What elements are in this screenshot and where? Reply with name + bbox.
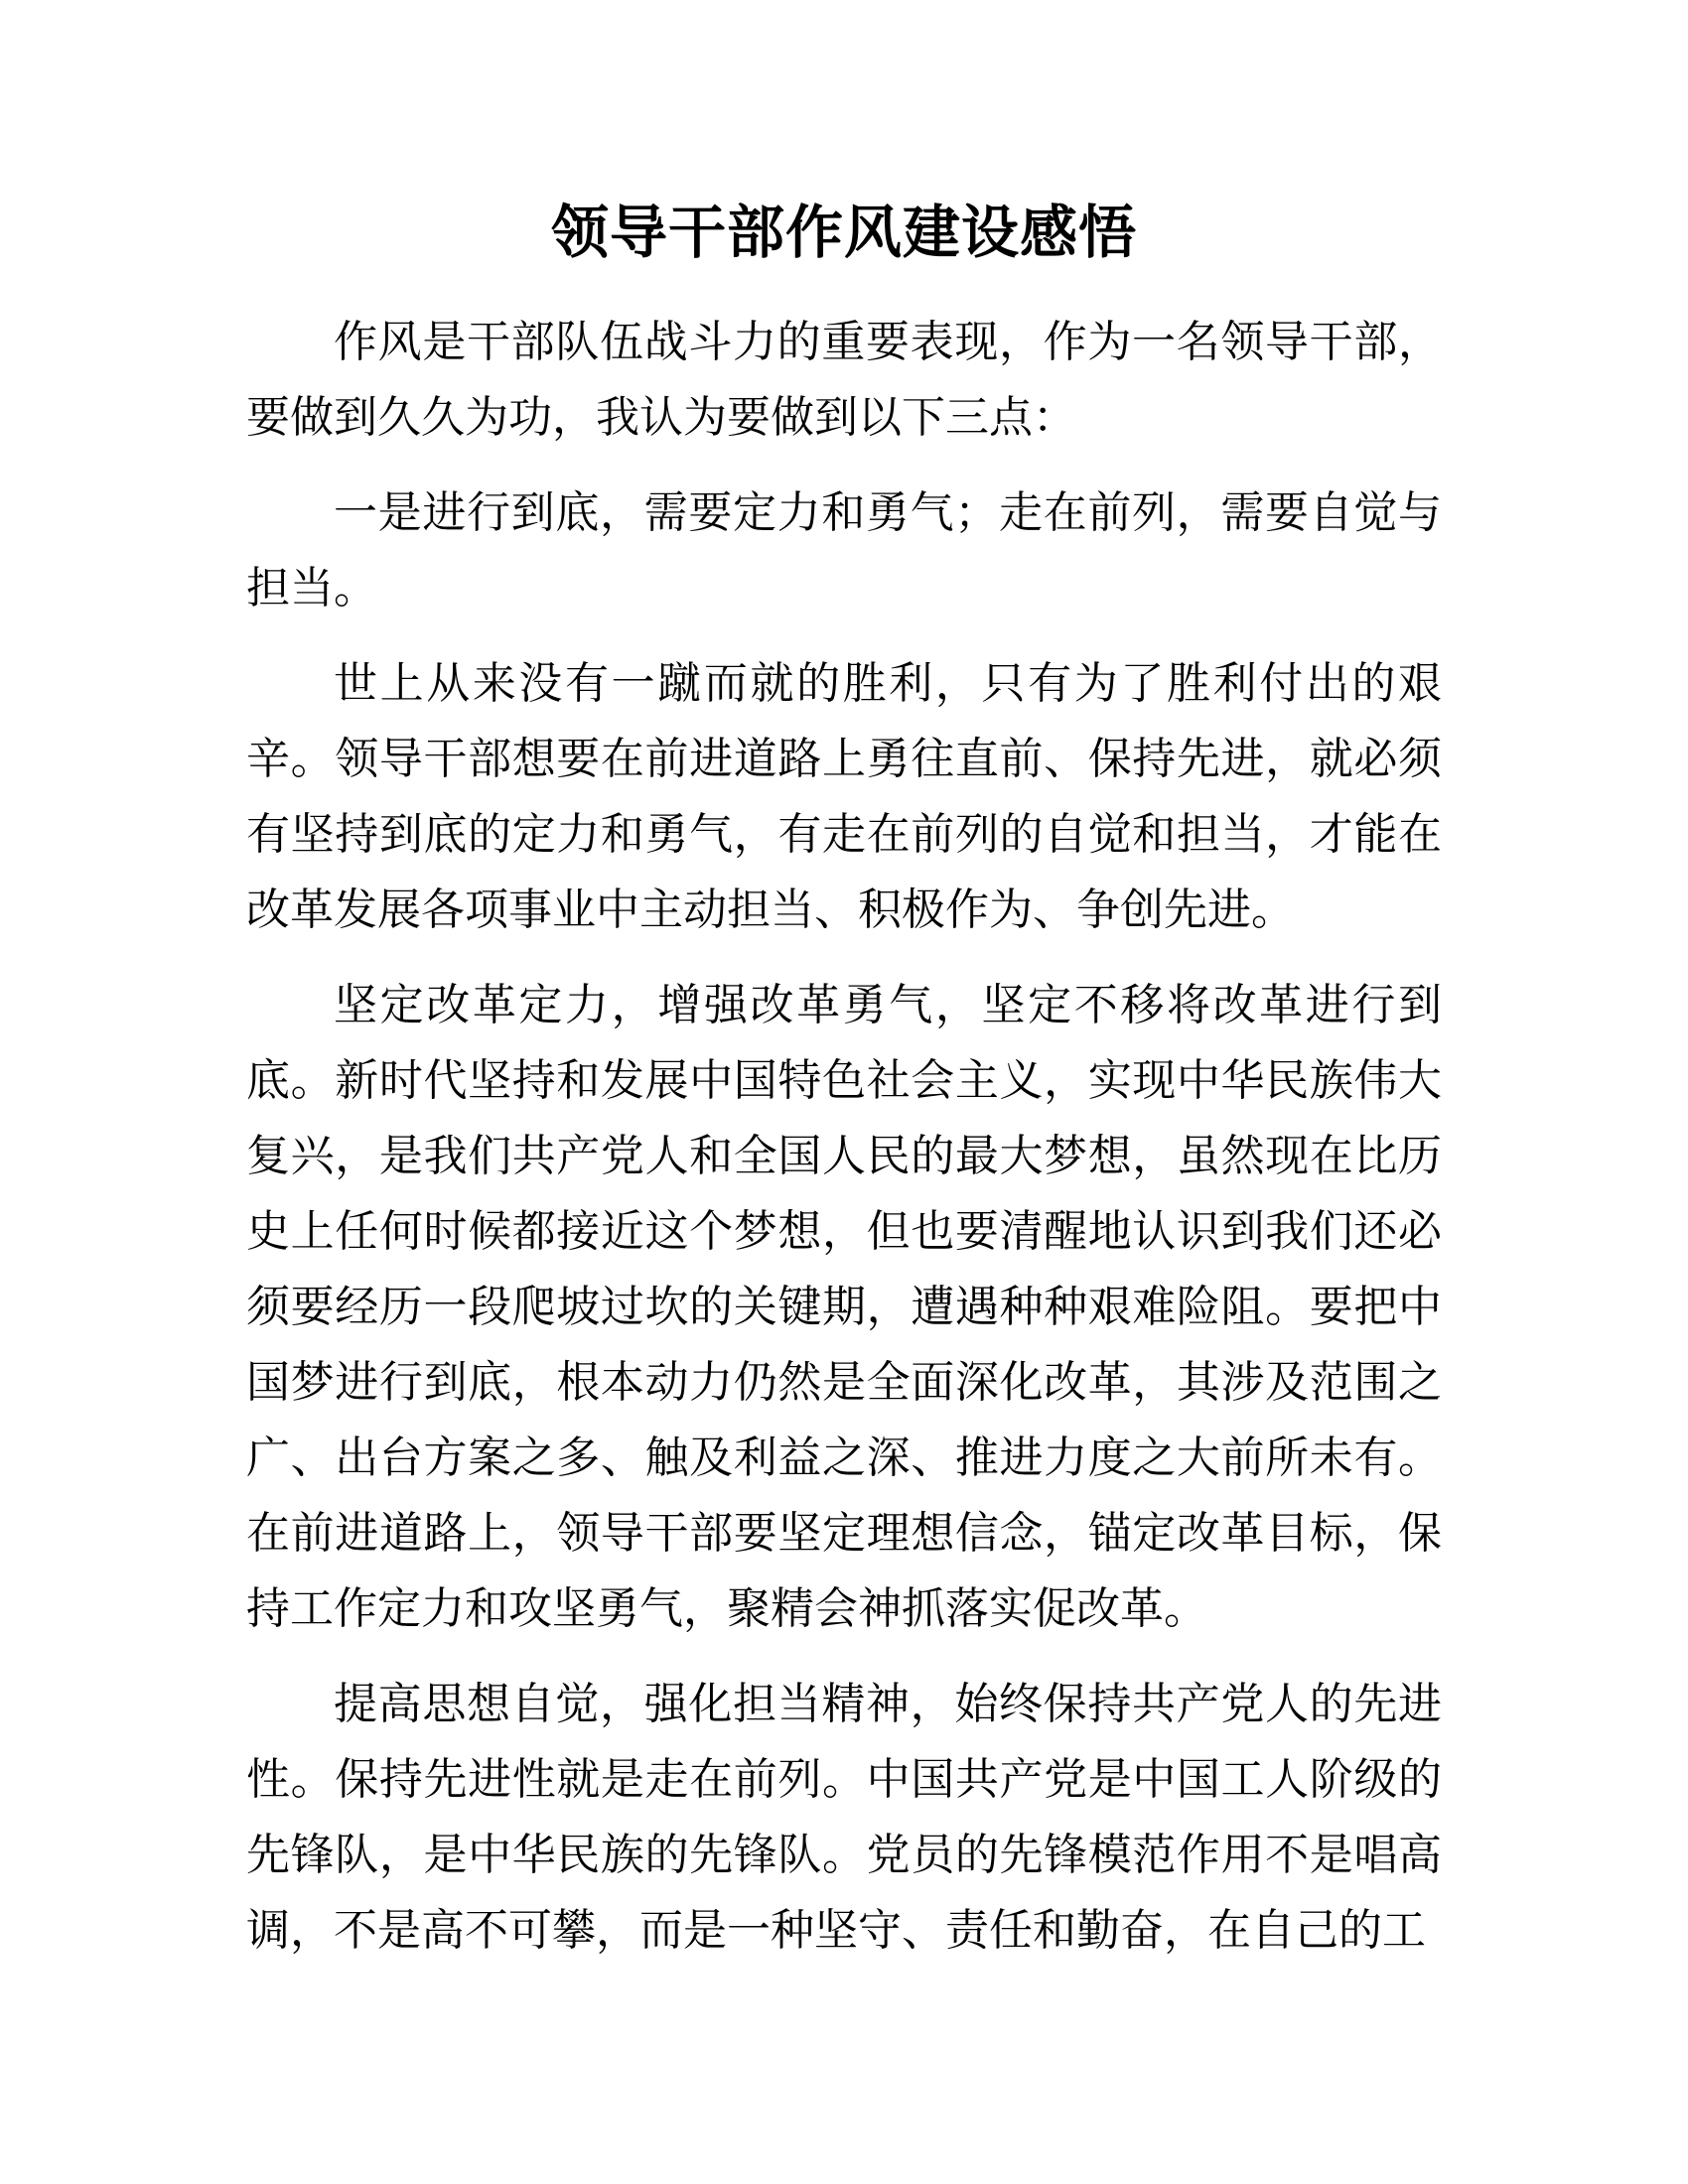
document-title: 领导干部作风建设感悟: [550, 201, 1137, 265]
paragraph-point-one: 一是进行到底，需要定力和勇气；走在前列，需要自觉与担当。: [246, 488, 1442, 613]
paragraph-effort: 世上从来没有一蹴而就的胜利，只有为了胜利付出的艰辛。领导干部想要在前进道路上勇往直前、保持先进，就必须有坚持到底的定力和勇气，有走在前列的自觉和担当，才能在改革发展各项事业中主动担当、积极作为、争创先进。: [246, 659, 1442, 934]
paragraph-reform-resolve: 坚定改革定力，增强改革勇气，坚定不移将改革进行到底。新时代坚持和发展中国特色社会主义，实现中华民族伟大复兴，是我们共产党人和全国人民的最大梦想，虽然现在比历史上任何时候都接近这个梦想，但也要清醒地认识到我们还必须要经历一段爬坡过坎的关键期，遭遇种种艰难险阻。要把中国梦进行到底，根本动力仍然是全面深化改革，其涉及范围之广、出台方案之多、触及利益之深、推进力度之大前所未有。在前进道路上，领导干部要坚定理想信念，锚定改革目标，保持工作定力和攻坚勇气，聚精会神抓落实促改革。: [246, 981, 1442, 1633]
document-body: [246, 305, 1442, 1969]
paragraph-intro: 作风是干部队伍战斗力的重要表现，作为一名领导干部，要做到久久为功，我认为要做到以下三点：: [246, 318, 1442, 442]
paragraph-advancedness: 提高思想自觉，强化担当精神，始终保持共产党人的先进性。保持先进性就是走在前列。中国共产党是中国工人阶级的先锋队，是中华民族的先锋队。党员的先锋模范作用不是唱高调，不是高不可攀，而是一种坚守、责任和勤奋，在自己的工: [246, 1680, 1442, 1955]
